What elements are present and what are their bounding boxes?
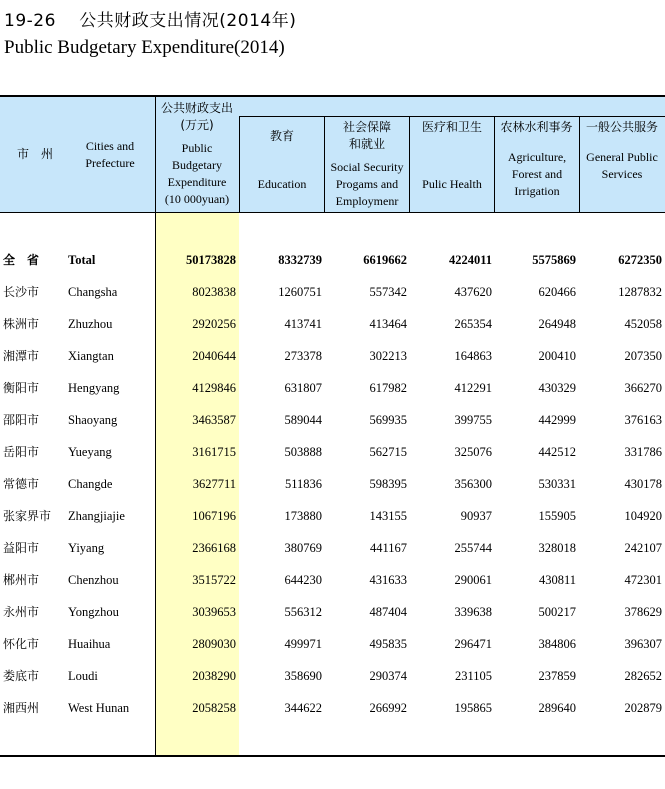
table-row (0, 532, 665, 564)
header-social-cn-line: 社会保障 (342, 120, 391, 134)
row-city-cn: 岳阳市 (3, 445, 40, 459)
row-total-value: 2809030 (192, 637, 236, 651)
row-general-services-value: 1287832 (618, 285, 662, 299)
row-agriculture-value: 430811 (538, 573, 576, 587)
row-education-value: 380769 (284, 541, 322, 555)
table-top-rule (0, 95, 665, 97)
header-separator (0, 212, 665, 213)
row-social-value: 441167 (369, 541, 407, 555)
row-social-value: 598395 (369, 477, 407, 491)
table-row (0, 692, 665, 724)
header-total-en-line: (10 000yuan) (164, 192, 230, 206)
row-city-cn: 湘潭市 (3, 349, 40, 363)
header-total-cn (155, 100, 239, 134)
row-agriculture-value: 500217 (538, 605, 576, 619)
row-general-services-value: 6272350 (618, 253, 662, 267)
table-row (0, 372, 665, 404)
header-total-en (155, 140, 239, 208)
header-general-services-en (579, 149, 665, 183)
row-total-value: 2040644 (192, 349, 236, 363)
row-health-value: 339638 (454, 605, 492, 619)
row-city-cn: 张家界市 (3, 509, 52, 523)
row-education-value: 499971 (284, 637, 322, 651)
row-agriculture-value: 264948 (538, 317, 576, 331)
row-city-en: Yiyang (68, 541, 105, 555)
row-agriculture-value: 430329 (538, 381, 576, 395)
table-row (0, 500, 665, 532)
row-city-en: Zhangjiajie (68, 509, 125, 523)
row-agriculture-value: 442512 (538, 445, 576, 459)
row-social-value: 557342 (369, 285, 407, 299)
row-city-en: Zhuzhou (68, 317, 113, 331)
row-city-cn: 永州市 (3, 605, 40, 619)
header-social-en (325, 159, 409, 210)
row-total-value: 8023838 (192, 285, 236, 299)
header-total-en-line: Budgetary (172, 158, 222, 172)
header-social-en-line: Employmenr (335, 194, 399, 208)
table-bottom-rule (0, 755, 665, 757)
row-health-value: 231105 (454, 669, 492, 683)
row-city-en: Changsha (68, 285, 118, 299)
row-total-value: 3515722 (192, 573, 236, 587)
row-city-en: Chenzhou (68, 573, 119, 587)
header-city-en-line: Cities and (85, 139, 135, 153)
row-city-en: Huaihua (68, 637, 111, 651)
row-general-services-value: 472301 (624, 573, 662, 587)
header-agriculture-en-line: Agriculture, (507, 150, 567, 164)
row-agriculture-value: 442999 (538, 413, 576, 427)
row-agriculture-value: 155905 (538, 509, 576, 523)
header-general-services-cn: 一般公共服务 (585, 120, 658, 134)
row-city-en: Yongzhou (68, 605, 119, 619)
row-social-value: 266992 (369, 701, 407, 715)
row-city-en: Changde (68, 477, 113, 491)
row-general-services-value: 430178 (624, 477, 662, 491)
row-city-en: West Hunan (68, 701, 130, 715)
header-city-en-line: Prefecture (85, 156, 135, 170)
row-total-value: 3463587 (192, 413, 236, 427)
row-city-en: Total (68, 253, 96, 267)
row-education-value: 556312 (284, 605, 322, 619)
page-title-en: Public Budgetary Expenditure(2014) (4, 37, 285, 58)
row-social-value: 431633 (369, 573, 407, 587)
row-general-services-value: 366270 (624, 381, 662, 395)
row-general-services-value: 104920 (624, 509, 662, 523)
row-city-cn: 益阳市 (3, 541, 40, 555)
row-agriculture-value: 289640 (538, 701, 576, 715)
row-social-value: 302213 (369, 349, 407, 363)
row-city-cn: 怀化市 (3, 637, 40, 651)
row-city-cn: 株洲市 (3, 317, 40, 331)
row-health-value: 265354 (454, 317, 492, 331)
row-city-cn: 湘西州 (3, 701, 40, 715)
row-total-value: 2058258 (192, 701, 236, 715)
row-health-value: 4224011 (448, 253, 492, 267)
row-general-services-value: 376163 (624, 413, 662, 427)
row-total-value: 3627711 (192, 477, 236, 491)
row-city-cn: 衡阳市 (3, 381, 40, 395)
row-social-value: 569935 (369, 413, 407, 427)
row-health-value: 255744 (454, 541, 492, 555)
row-general-services-value: 378629 (624, 605, 662, 619)
row-general-services-value: 242107 (624, 541, 662, 555)
row-health-value: 412291 (454, 381, 492, 395)
table-row (0, 468, 665, 500)
header-social-en-line: Social Security (330, 160, 404, 174)
row-health-value: 399755 (454, 413, 492, 427)
row-general-services-value: 452058 (624, 317, 662, 331)
row-general-services-value: 282652 (624, 669, 662, 683)
row-agriculture-value: 200410 (538, 349, 576, 363)
row-general-services-value: 202879 (624, 701, 662, 715)
row-agriculture-value: 5575869 (532, 253, 576, 267)
header-health-cn: 医疗和卫生 (421, 120, 482, 134)
header-city-en (66, 138, 154, 172)
row-health-value: 90937 (460, 509, 492, 523)
row-total-value: 2038290 (192, 669, 236, 683)
header-subrule (239, 116, 665, 117)
header-education-cn: 教育 (269, 129, 294, 143)
header-total-en-line: Public (181, 141, 213, 155)
row-city-cn: 邵阳市 (3, 413, 40, 427)
row-education-value: 631807 (284, 381, 322, 395)
row-agriculture-value: 620466 (538, 285, 576, 299)
row-total-value: 4129846 (192, 381, 236, 395)
row-health-value: 437620 (454, 285, 492, 299)
row-general-services-value: 207350 (624, 349, 662, 363)
row-general-services-value: 396307 (624, 637, 662, 651)
row-education-value: 8332739 (278, 253, 322, 267)
header-agriculture-cn: 农林水利事务 (500, 120, 573, 134)
row-city-cn: 郴州市 (3, 573, 40, 587)
row-health-value: 290061 (454, 573, 492, 587)
table-row (0, 436, 665, 468)
row-education-value: 644230 (284, 573, 322, 587)
table-row (0, 340, 665, 372)
table-row (0, 276, 665, 308)
row-social-value: 495835 (369, 637, 407, 651)
header-total-en-line: Expenditure (167, 175, 227, 189)
row-total-value: 1067196 (192, 509, 236, 523)
row-agriculture-value: 237859 (538, 669, 576, 683)
row-education-value: 173880 (284, 509, 322, 523)
row-social-value: 487404 (369, 605, 407, 619)
header-total-cn-line: 公共财政支出 (160, 101, 233, 115)
table-row (0, 308, 665, 340)
header-health-en: Pulic Health (422, 177, 482, 191)
row-city-cn: 长沙市 (3, 285, 40, 299)
row-city-cn: 常德市 (3, 477, 40, 491)
row-social-value: 143155 (369, 509, 407, 523)
row-total-value: 2920256 (192, 317, 236, 331)
row-health-value: 325076 (454, 445, 492, 459)
row-city-cn: 全 省 (3, 253, 40, 267)
table-row (0, 628, 665, 660)
header-general-services-en-line: Services (601, 167, 643, 181)
row-social-value: 6619662 (363, 253, 407, 267)
row-education-value: 273378 (284, 349, 322, 363)
page-title-cn: 19-26 公共财政支出情况(2014年) (4, 11, 297, 31)
row-city-cn: 娄底市 (3, 669, 40, 683)
row-social-value: 617982 (369, 381, 407, 395)
row-health-value: 195865 (454, 701, 492, 715)
row-education-value: 1260751 (278, 285, 322, 299)
row-health-value: 164863 (454, 349, 492, 363)
row-total-value: 3039653 (192, 605, 236, 619)
row-education-value: 589044 (284, 413, 322, 427)
row-health-value: 356300 (454, 477, 492, 491)
row-city-en: Loudi (68, 669, 98, 683)
row-total-value: 50173828 (186, 253, 236, 267)
row-social-value: 290374 (369, 669, 407, 683)
header-education-en: Education (257, 177, 307, 191)
table-row (0, 564, 665, 596)
row-education-value: 413741 (284, 317, 322, 331)
row-health-value: 296471 (454, 637, 492, 651)
header-social-cn-line: 和就业 (348, 137, 385, 151)
row-general-services-value: 331786 (624, 445, 662, 459)
header-agriculture-en-line: Irrigation (514, 184, 560, 198)
row-education-value: 511836 (284, 477, 322, 491)
table-row (0, 660, 665, 692)
header-social-cn (325, 119, 409, 153)
header-social-en-line: Progams and (335, 177, 399, 191)
row-social-value: 413464 (369, 317, 407, 331)
table-row (0, 244, 665, 276)
header-agriculture-en (495, 149, 579, 200)
row-city-en: Xiangtan (68, 349, 114, 363)
row-social-value: 562715 (369, 445, 407, 459)
table-row (0, 596, 665, 628)
row-education-value: 344622 (284, 701, 322, 715)
row-agriculture-value: 384806 (538, 637, 576, 651)
row-city-en: Yueyang (68, 445, 112, 459)
header-city-cn: 市 州 (16, 147, 53, 161)
row-city-en: Hengyang (68, 381, 120, 395)
header-general-services-en-line: General Public (586, 150, 658, 164)
row-education-value: 503888 (284, 445, 322, 459)
row-city-en: Shaoyang (68, 413, 118, 427)
header-agriculture-en-line: Forest and (511, 167, 563, 181)
row-agriculture-value: 530331 (538, 477, 576, 491)
row-agriculture-value: 328018 (538, 541, 576, 555)
header-total-cn-line: (万元) (180, 118, 214, 132)
row-total-value: 2366168 (192, 541, 236, 555)
row-education-value: 358690 (284, 669, 322, 683)
row-total-value: 3161715 (192, 445, 236, 459)
table-row (0, 404, 665, 436)
